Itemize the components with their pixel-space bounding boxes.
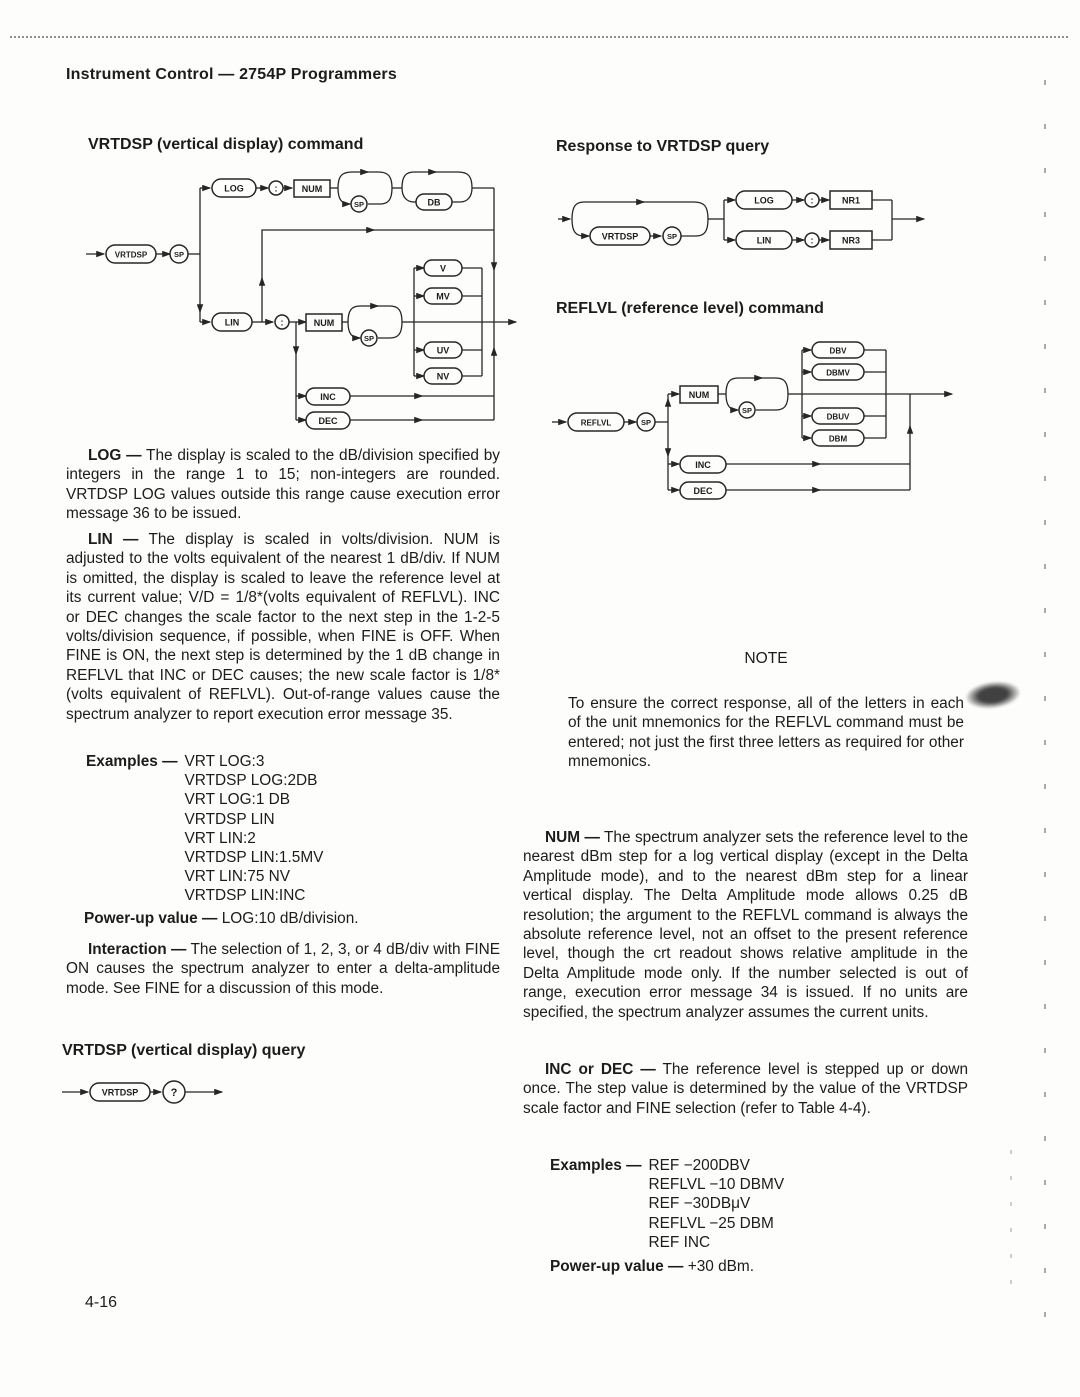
svg-text:DBUV: DBUV: [826, 412, 850, 422]
ink-smudge: [965, 679, 1022, 711]
node-unit-dbuv: [812, 408, 864, 424]
example-line: REFLVL −10 DBMV: [648, 1176, 785, 1194]
heading-response-query: Response to VRTDSP query: [556, 138, 770, 155]
svg-text:DBMV: DBMV: [826, 368, 850, 378]
node-sp-optional: [739, 402, 755, 418]
svg-text::: :: [274, 183, 278, 194]
svg-text:VRTDSP: VRTDSP: [114, 250, 148, 260]
node-unit-v: [424, 260, 462, 276]
node-lin: [736, 231, 792, 249]
svg-text:SP: SP: [363, 333, 375, 343]
node-vrtdsp: [106, 245, 156, 263]
examples-vrtdsp: Examples — VRT LOG:3 VRTDSP LOG:2DB VRT LOG:1 DB VRTDSP LIN VRT LIN:2 VRTDSP LIN:1.5MV VRT LIN:75 NV VRTDSP LIN:INC: [86, 753, 324, 905]
svg-text:NUM: NUM: [688, 390, 710, 400]
svg-text:DBM: DBM: [828, 434, 848, 444]
svg-text:NUM: NUM: [313, 318, 335, 328]
node-unit-mv: [424, 288, 462, 304]
svg-text:LOG: LOG: [754, 195, 774, 206]
node-colon2: [275, 315, 289, 329]
example-line: VRT LIN:2: [184, 829, 256, 847]
node-db: [416, 194, 452, 210]
response-diagram: [556, 188, 936, 262]
svg-text:VRTDSP: VRTDSP: [601, 231, 639, 242]
svg-text:VRTDSP: VRTDSP: [101, 1087, 139, 1098]
page-header: Instrument Control — 2754P Programmers: [66, 66, 397, 83]
example-line: VRTDSP LIN: [184, 810, 275, 828]
node-log: [212, 179, 256, 197]
node-sp: [637, 413, 655, 431]
examples-reflvl: Examples — REF −200DBV REFLVL −10 DBMV REF −30DBμV REFLVL −25 DBM REF INC: [550, 1157, 785, 1251]
node-colon: [269, 181, 283, 195]
node-unit-uv: [424, 342, 462, 358]
svg-text:NUM: NUM: [301, 184, 323, 194]
example-line: VRTDSP LIN:INC: [184, 887, 306, 905]
node-sp: [170, 245, 188, 263]
paragraph-log: LOG — The display is scaled to the dB/division specified by integers in the range 1 to 15; non-integers are rounded. VRTDSP LOG values outside this range cause execution error message 36 to be issued.: [66, 447, 501, 523]
svg-text:SP: SP: [353, 199, 365, 209]
reflvl-command-diagram: [550, 330, 965, 550]
svg-text:INC: INC: [320, 392, 336, 402]
node-colon: [805, 193, 819, 207]
example-line: VRT LOG:3: [184, 753, 265, 770]
node-sp: [663, 227, 681, 245]
svg-text:DB: DB: [427, 197, 441, 208]
svg-text:DEC: DEC: [318, 416, 338, 426]
scan-right-edge-marks-2: [1010, 1150, 1012, 1300]
svg-text:NR3: NR3: [841, 235, 861, 246]
example-line: REF −200DBV: [648, 1157, 750, 1174]
svg-text:SP: SP: [666, 231, 678, 241]
node-num: [680, 386, 718, 403]
node-inc: [680, 456, 726, 473]
node-num: [294, 180, 330, 197]
svg-text::: :: [810, 235, 814, 246]
vrtdsp-command-diagram: [84, 164, 524, 436]
note-title: NOTE: [744, 650, 788, 667]
node-log: [736, 191, 792, 209]
example-line: REF INC: [648, 1233, 711, 1251]
heading-vrtdsp-query: VRTDSP (vertical display) query: [62, 1042, 306, 1059]
svg-text:REFLVL: REFLVL: [580, 418, 612, 428]
heading-reflvl-command: REFLVL (reference level) command: [556, 300, 824, 317]
node-unit-nv: [424, 368, 462, 384]
examples-reflvl-lines: [649, 1156, 785, 1252]
page-number: 4-16: [85, 1294, 118, 1311]
paragraph-interaction: Interaction — The selection of 1, 2, 3, or 4 dB/div with FINE ON causes the spectrum analyzer to enter a delta-amplitude mode. See FINE for a discussion of this mode.: [66, 941, 501, 997]
svg-text:DEC: DEC: [693, 486, 713, 496]
node-unit-dbmv: [812, 364, 864, 380]
svg-text:NR1: NR1: [841, 195, 861, 206]
example-line: VRTDSP LIN:1.5MV: [184, 849, 324, 867]
scan-top-dotted-line: [10, 36, 1068, 38]
node-unit-dbv: [812, 342, 864, 358]
node-dec: [306, 412, 350, 429]
paragraph-incdec: INC or DEC — The reference level is stepped up or down once. The step value is determined by the value of the VRTDSP scale factor and FINE selection (refer to Table 4-4).: [523, 1061, 969, 1117]
svg-text:LIN: LIN: [224, 317, 240, 328]
svg-text:V: V: [439, 263, 447, 274]
node-lin: [212, 313, 252, 331]
paragraph-num: NUM — The spectrum analyzer sets the reference level to the nearest dBm step for a log vertical display (except in the Delta Amplitude mode), and to the nearest dBm step for a linear vertical display. The Delta Amplitude mode allows 0.25 dB resolution; the argument to the REFLVL command is always the absolute reference level, not an offset to the present reference level, though the crt readout shows relative amplitude in the Delta Amplitude mode only. If the number selected is out of range, execution error message 34 is issued. If no units are specified, the spectrum analyzer assumes the current units.: [523, 829, 968, 1021]
node-colon2: [805, 233, 819, 247]
svg-text:?: ?: [170, 1087, 178, 1099]
node-unit-dbm: [812, 430, 864, 446]
heading-vrtdsp-command: VRTDSP (vertical display) command: [88, 136, 364, 153]
svg-text::: :: [810, 195, 814, 206]
svg-text:LIN: LIN: [756, 235, 772, 246]
node-question-mark: [163, 1081, 185, 1103]
node-sp-optional: [351, 196, 367, 212]
svg-text:SP: SP: [640, 417, 652, 427]
example-line: REF −30DBμV: [648, 1195, 751, 1213]
svg-text::: :: [280, 317, 284, 328]
vrtdsp-query-diagram: [62, 1072, 262, 1112]
svg-text:DBV: DBV: [829, 346, 847, 356]
powerup-vrtdsp: Power-up value — LOG:10 dB/division.: [84, 910, 359, 927]
svg-text:INC: INC: [695, 460, 711, 470]
example-line: REFLVL −25 DBM: [648, 1214, 774, 1232]
scan-right-edge-marks: [1044, 80, 1046, 1330]
example-line: VRTDSP LOG:2DB: [184, 772, 318, 790]
example-line: VRT LIN:75 NV: [184, 868, 291, 886]
examples-vrtdsp-lines: [185, 752, 324, 906]
example-line: VRT LOG:1 DB: [184, 791, 291, 809]
note-body: To ensure the correct response, all of the letters in each of the unit mnemonics for the REFLVL command must be entered; not just the first three letters as required for other mnemonics.: [568, 695, 964, 771]
node-inc: [306, 388, 350, 405]
svg-text:LOG: LOG: [224, 183, 244, 194]
svg-text:MV: MV: [436, 291, 450, 302]
node-vrtdsp: [90, 1083, 150, 1101]
svg-text:SP: SP: [741, 405, 753, 415]
svg-text:SP: SP: [173, 249, 185, 259]
node-dec: [680, 482, 726, 499]
node-vrtdsp: [590, 227, 650, 245]
node-nr1: [830, 191, 872, 209]
node-nr3: [830, 231, 872, 249]
paragraph-lin: LIN — The display is scaled in volts/division. NUM is adjusted to the volts equivalent of the nearest 1 dB/div. If NUM is omitted, the display is scaled to leave the reference level at its current value; V/D = 1/8*(volts equivalent of REFLVL). INC or DEC changes the scale factor to the next step in the 1-2-5 volts/division sequence, if possible, when FINE is OFF. When FINE is ON, the next step is determined by the 1 dB change in REFLVL that INC or DEC causes; the new scale factor is 1/8*(volts equivalent of REFLVL). Out-of-range values cause the spectrum analyzer to report execution error message 35.: [66, 531, 500, 723]
svg-text:NV: NV: [436, 371, 450, 382]
node-reflvl: [568, 413, 624, 431]
powerup-reflvl: Power-up value — +30 dBm.: [550, 1258, 755, 1275]
node-num2: [306, 314, 342, 331]
svg-text:UV: UV: [436, 345, 450, 356]
node-sp3-optional: [361, 330, 377, 346]
